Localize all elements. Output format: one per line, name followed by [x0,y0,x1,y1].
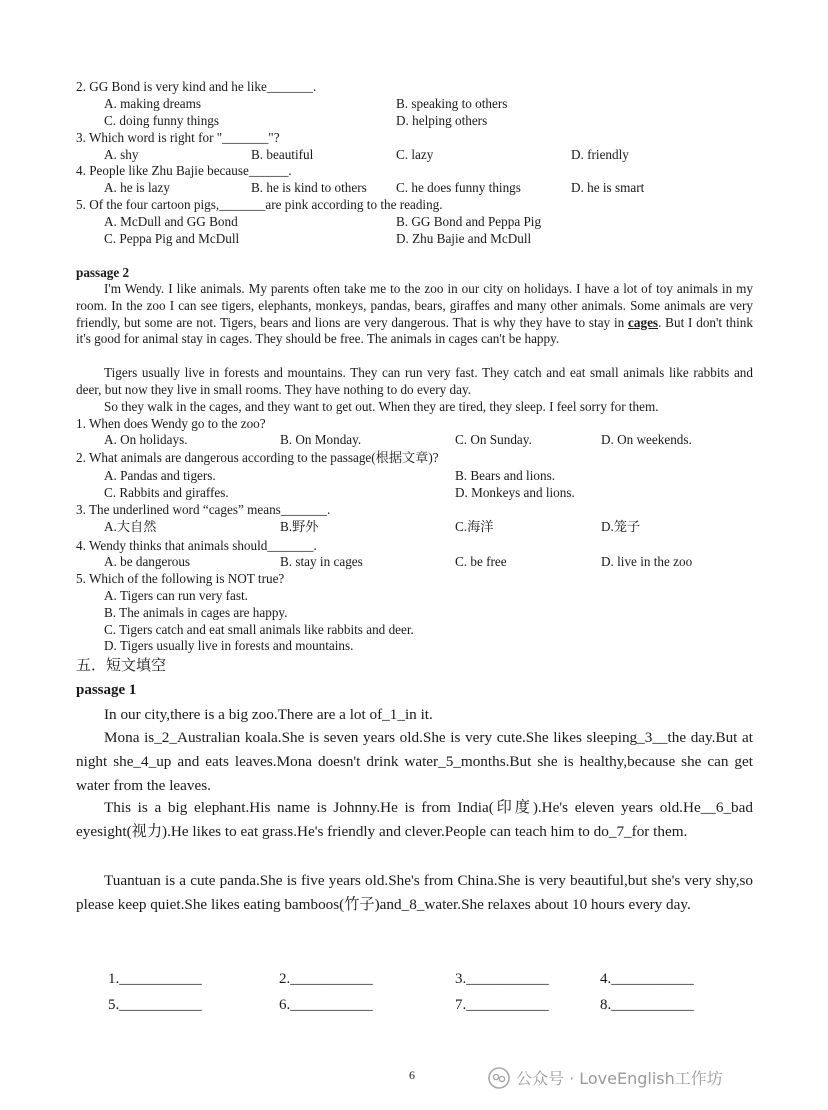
p2-q3-option-d: D.笼子 [601,519,641,534]
cloze-p2-text: Mona is_2_Australian koala.She is seven years old.She is very cute.She likes sleeping_3__the day.But at night she_4_up and eats leaves.Mona doesn't drink water_5_months.But she is healthy,because she can get water from the leaves. [76,729,753,794]
p2-q3-option-a: A.大自然 [104,519,157,534]
q5-option-a: A. McDull and GG Bond [104,214,238,229]
answer-blank-2[interactable]: 2.___________ [279,971,373,987]
wechat-official-account-icon [488,1067,510,1089]
p2-q4-option-b: B. stay in cages [280,554,363,569]
q2-option-b: B. speaking to others [396,96,508,111]
question-5-stem: 5. Of the four cartoon pigs,_______are pink according to the reading. [76,197,443,212]
q3-option-d: D. friendly [571,147,629,162]
underlined-word-cages: cages [628,314,659,330]
q3-option-c: C. lazy [396,147,434,162]
q2-option-a: A. making dreams [104,96,202,111]
p2-q2-option-a: A. Pandas and tigers. [104,468,216,483]
p2-q4-option-a: A. be dangerous [104,554,191,569]
answer-blank-4[interactable]: 4.___________ [600,971,694,987]
cloze-paragraph-4 [76,869,753,917]
p2-q5-option-d: D. Tigers usually live in forests and mountains. [104,638,354,653]
page-number: 6 [409,1068,415,1082]
p2-para3-text: So they walk in the cages, and they want to get out. When they are tired, they sleep. I feel sorry for them. [104,399,659,414]
p2-q5-option-a: A. Tigers can run very fast. [104,588,248,603]
passage-2-heading: passage 2 [76,265,130,280]
q4-option-a: A. he is lazy [104,180,170,195]
question-4-stem: 4. People like Zhu Bajie because______. [76,163,292,178]
p2-q1-option-b: B. On Monday. [280,432,362,447]
answer-blank-1[interactable]: 1.___________ [108,971,202,987]
passage-2-paragraph-2 [76,365,753,399]
answer-blank-8[interactable]: 8.___________ [600,997,694,1013]
cloze-paragraph-1 [76,703,753,727]
q5-option-c: C. Peppa Pig and McDull [104,231,240,246]
p2-q3-option-b: B.野外 [280,519,319,534]
p2-para2-text: Tigers usually live in forests and mountains. They can run very fast. They catch and eat small animals like rabbits and deer, but now they live in small rooms. They have nothing to do every day. [76,365,753,397]
p2-q4-option-c: C. be free [455,554,507,569]
answer-blank-7[interactable]: 7.___________ [455,997,549,1013]
section-5-passage-heading: passage 1 [76,682,137,698]
p2-text-after: . But I don't think it's good for animal stay in cages. They should be free. The animals in cages can't be happy. [76,314,753,347]
answer-blank-3[interactable]: 3.___________ [455,971,549,987]
q3-option-a: A. shy [104,147,139,162]
cloze-p4-text: Tuantuan is a cute panda.She is five years old.She's from China.She is very beautiful,but she's very shy,so please keep quiet.She likes eating bamboos(竹子)and_8_water.She relaxes about 10 hours every day. [76,872,753,913]
cloze-paragraph-3 [76,796,753,844]
q5-option-d: D. Zhu Bajie and McDull [396,231,532,246]
passage-2-paragraph-3 [76,399,753,416]
answer-blank-6[interactable]: 6.___________ [279,997,373,1013]
p2-q5-option-b: B. The animals in cages are happy. [104,605,288,620]
q2-option-c: C. doing funny things [104,113,220,128]
p2-text-before: I'm Wendy. I like animals. My parents often take me to the zoo in our city on holidays. I have a lot of toy animals in my room. In the zoo I can see tigers, elephants, monkeys, pandas, bears, giraffes and many other animals. Some animals are very friendly, but some are not. Tigers, bears and lions are very dangerous. That is why they have to stay in [76,281,753,330]
p2-q3-option-c: C.海洋 [455,519,494,534]
q4-option-b: B. he is kind to others [251,180,367,195]
p2-q4-option-d: D. live in the zoo [601,554,693,569]
question-2-stem: 2. GG Bond is very kind and he like_______. [76,79,317,94]
q4-option-c: C. he does funny things [396,180,521,195]
p2-question-5-stem: 5. Which of the following is NOT true? [76,571,285,586]
q4-option-d: D. he is smart [571,180,645,195]
p2-question-3-stem: 3. The underlined word “cages” means_______. [76,502,331,517]
p2-q1-option-a: A. On holidays. [104,432,188,447]
p2-q2-option-b: B. Bears and lions. [455,468,555,483]
p2-q5-option-c: C. Tigers catch and eat small animals like rabbits and deer. [104,622,414,637]
p2-question-1-stem: 1. When does Wendy go to the zoo? [76,416,266,431]
p2-question-2-stem: 2. What animals are dangerous according to the passage(根据文章)? [76,450,439,465]
cloze-p1-text: In our city,there is a big zoo.There are a lot of_1_in it. [104,706,433,723]
cloze-paragraph-2 [76,726,753,798]
q2-option-d: D. helping others [396,113,488,128]
cloze-p3-text: This is a big elephant.His name is Johnny.He is from India(印度).He's eleven years old.He__6_bad eyesight(视力).He likes to eat grass.He's friendly and clever.People can teach him to do_7_for them. [76,799,753,840]
watermark [488,1066,723,1089]
q5-option-b: B. GG Bond and Peppa Pig [396,214,542,229]
watermark-text: 公众号 · LoveEnglish工作坊 [516,1069,723,1088]
p2-question-4-stem: 4. Wendy thinks that animals should_______. [76,538,317,553]
p2-q2-option-c: C. Rabbits and giraffes. [104,485,229,500]
p2-q1-option-c: C. On Sunday. [455,432,532,447]
section-5-title: 五．短文填空 [76,658,167,674]
answer-blank-5[interactable]: 5.___________ [108,997,202,1013]
q3-option-b: B. beautiful [251,147,314,162]
passage-2-paragraph-1 [76,281,753,348]
p2-q1-option-d: D. On weekends. [601,432,692,447]
p2-q2-option-d: D. Monkeys and lions. [455,485,575,500]
question-3-stem: 3. Which word is right for "_______"? [76,130,280,145]
